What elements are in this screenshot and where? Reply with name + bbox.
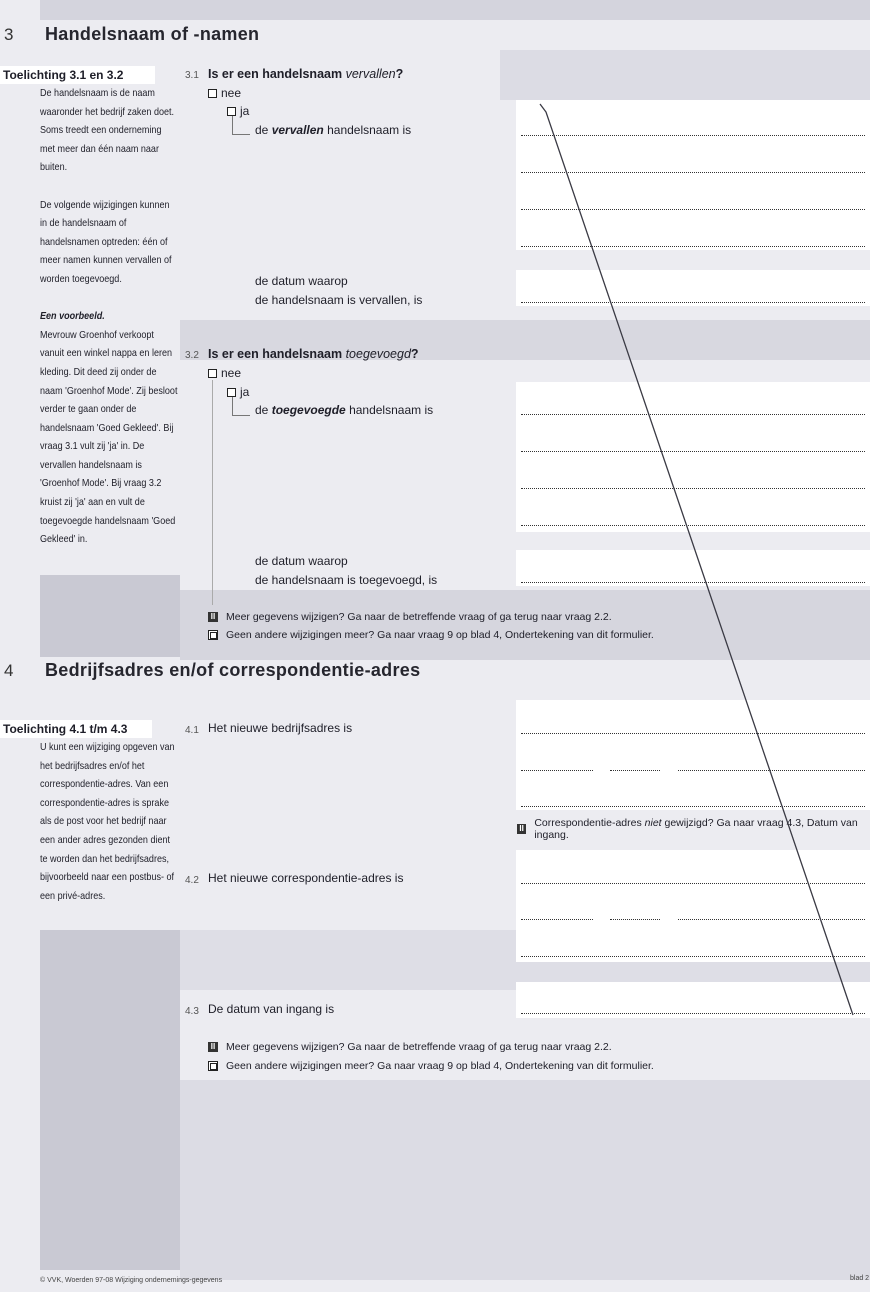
label-vervallen-c: handelsnaam is — [327, 123, 412, 137]
footer-copyright: © VVK, Woerden 97-08 Wijziging ondernemings-gegevens — [40, 1277, 223, 1284]
question-4-3-number: 4.3 — [185, 1006, 199, 1017]
section-4-note-done-text: Geen andere wijzigingen meer? Ga naar vraag 9 op blad 4, Ondertekening van dit formulier. — [226, 1060, 654, 1072]
question-4-1-label: Het nieuwe bedrijfsadres is — [208, 721, 353, 735]
toelichting-3-heading: Toelichting 3.1 en 3.2 — [0, 66, 155, 84]
question-4-3-label: De datum van ingang is — [208, 1002, 335, 1016]
toelichting-3-paragraph-1: De handelsnaam is de naam waaronder het bedrijf zaken doet. Soms treedt een onderneming met meer dan één naam naar buiten. — [40, 87, 175, 174]
label-date-vervallen-line1: de datum waarop — [255, 274, 348, 288]
section-3-note-done-text: Geen andere wijzigingen meer? Ga naar vraag 9 op blad 4, Ondertekening van dit formulier. — [226, 629, 654, 641]
section-3-title: Handelsnaam of -namen — [45, 24, 260, 44]
question-3-2-text-a: Is er een handelsnaam — [208, 347, 343, 361]
example-title: Een voorbeeld. — [40, 310, 105, 323]
label-vervallen-b: vervallen — [271, 123, 324, 137]
question-4-1-number: 4.1 — [185, 725, 199, 736]
question-3-2-text-c: ? — [410, 347, 419, 361]
question-3-2-text-b: toegevoegd — [345, 347, 411, 361]
option-nee-label: nee — [221, 366, 242, 380]
option-nee-label: nee — [221, 86, 242, 100]
option-ja-label: ja — [240, 385, 250, 399]
question-4-1-note-c: gewijzigd? Ga naar vraag 4.3, Datum van ingang. — [534, 817, 858, 841]
label-toegevoegde-b: toegevoegde — [271, 403, 346, 417]
section-3-note-more-text: Meer gegevens wijzigen? Ga naar de betreffende vraag of ga terug naar vraag 2.2. — [226, 611, 612, 623]
toelichting-3-paragraph-2: De volgende wijzigingen kunnen in de handelsnaam of handelsnamen optreden: één of meer namen kunnen vervallen of worden toegevoegd. — [40, 198, 172, 285]
option-ja-label: ja — [240, 104, 250, 118]
label-vervallen-a: de — [255, 123, 269, 137]
question-3-1-text-b: vervallen — [345, 67, 396, 81]
arrow-box-icon: II — [208, 1042, 218, 1052]
label-date-toegevoegd-line1: de datum waarop — [255, 554, 348, 568]
arrow-box-icon: II — [208, 612, 218, 622]
section-4-note-more-text: Meer gegevens wijzigen? Ga naar de betreffende vraag of ga terug naar vraag 2.2. — [226, 1041, 612, 1053]
question-4-2-label: Het nieuwe correspondentie-adres is — [208, 871, 404, 885]
footer-page-number: blad 2 — [850, 1275, 870, 1282]
section-4-title: Bedrijfsadres en/of correspondentie-adres — [45, 660, 421, 680]
label-date-vervallen-line2: de handelsnaam is vervallen, is — [255, 293, 423, 307]
question-4-1-note-b: niet — [644, 817, 662, 829]
question-3-2-number: 3.2 — [185, 350, 199, 361]
question-3-1-text-a: Is er een handelsnaam — [208, 67, 343, 81]
arrow-box-icon: II — [517, 824, 526, 834]
question-3-1-text-c: ? — [395, 67, 404, 81]
section-4-number: 4 — [4, 661, 14, 680]
label-date-toegevoegd-line2: de handelsnaam is toegevoegd, is — [255, 573, 438, 587]
section-3-number: 3 — [4, 25, 14, 44]
question-4-2-number: 4.2 — [185, 875, 199, 886]
strike-line-path — [540, 104, 853, 1015]
example-text: Mevrouw Groenhof verkoopt vanuit een winkel nappa en leren kleding. Dit deed zij onder de naam 'Groenhof Mode'. Zij besloot verder te gaan onder de handelsnaam 'Goed Gekleed'. Bij vraag 3.1 vult zij 'ja' in. De vervallen handelsnaam is 'Groenhof Mode'. Bij vraag 3.2 kruist zij 'ja' aan en vult de toegevoegde handelsnaam 'Goed Gekleed' in. — [40, 328, 178, 546]
question-3-1-number: 3.1 — [185, 70, 199, 81]
toelichting-4-heading: Toelichting 4.1 t/m 4.3 — [0, 720, 152, 738]
toelichting-4-paragraph-1: U kunt een wijziging opgeven van het bedrijfsadres en/of het correspondentie-adres. Van een correspondentie-adres is sprake als de post voor het bedrijf naar een ander adres gezonden dient te worden dan het bedrijfsadres, bijvoorbeeld naar een postbus- of een privé-adres. — [40, 741, 175, 902]
label-toegevoegde-c: handelsnaam is — [349, 403, 434, 417]
question-4-1-note-a: Correspondentie-adres — [534, 817, 642, 829]
label-toegevoegde-a: de — [255, 403, 269, 417]
